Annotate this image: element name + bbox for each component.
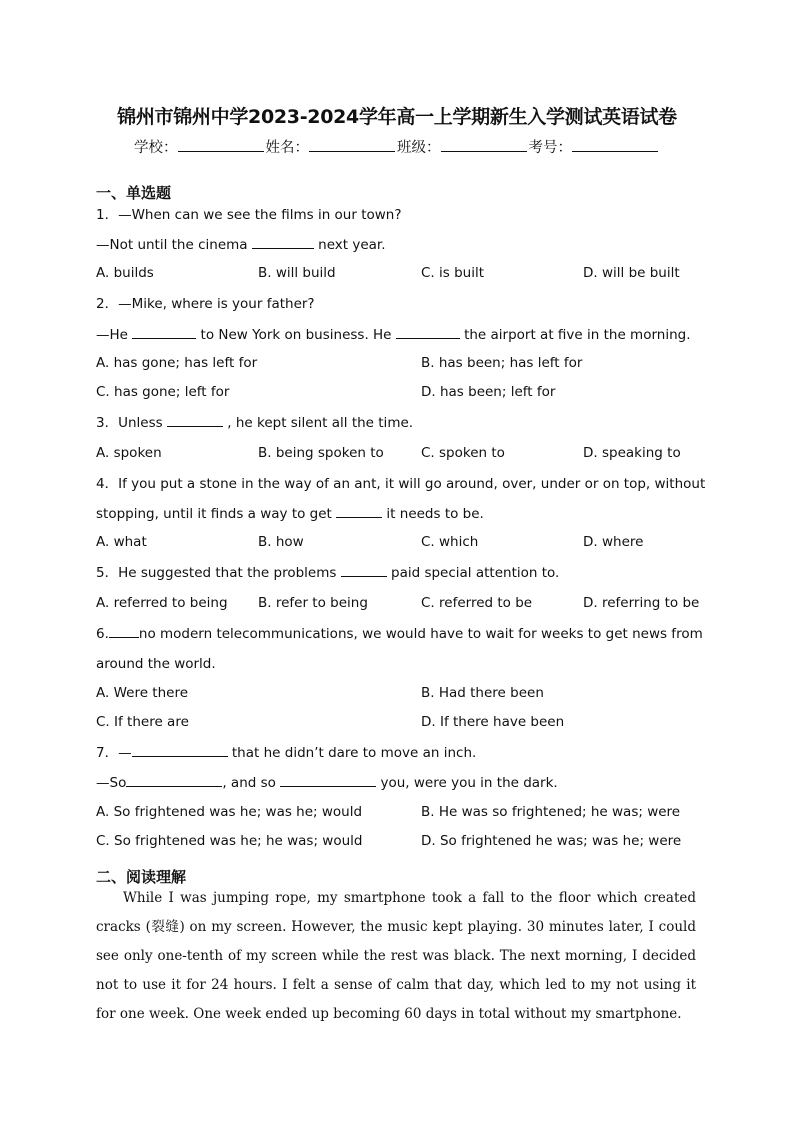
name-blank[interactable] (309, 139, 395, 152)
q4-option-a[interactable]: A. what (96, 534, 147, 550)
q4-option-b[interactable]: B. how (258, 534, 304, 550)
name-label: 姓名： (265, 140, 309, 156)
q6-option-c[interactable]: C. If there are (96, 714, 189, 730)
q3-blank[interactable] (167, 414, 223, 427)
exam-title: 锦州市锦州中学2023-2024学年高一上学期新生入学测试英语试卷 (117, 106, 677, 128)
q1-option-c[interactable]: C. is built (421, 265, 485, 281)
q6-stem (96, 625, 703, 643)
q2-blank-1[interactable] (132, 326, 196, 339)
q6-text-a: no modern telecommunications, we would have to wait for weeks to get news from (138, 626, 703, 642)
q7-option-a[interactable]: A. So frightened was he; was he; would (96, 804, 363, 820)
q1-option-d[interactable]: D. will be built (583, 265, 680, 281)
q7-stem (96, 744, 700, 762)
q5-option-c[interactable]: C. referred to be (421, 595, 533, 611)
q6-option-a[interactable]: A. Were there (96, 685, 189, 701)
q5-option-a[interactable]: A. referred to being (96, 595, 228, 611)
q4-stem-continued (96, 505, 700, 523)
q1-option-a[interactable]: A. builds (96, 265, 154, 281)
q2-blank-2[interactable] (396, 326, 460, 339)
q2-text-c: the airport at five in the morning. (459, 327, 691, 343)
q2-dialogue (96, 326, 700, 344)
q4-option-d[interactable]: D. where (583, 534, 644, 550)
q5-text-b: paid special attention to. (386, 565, 560, 581)
q7-text-c: —So (96, 775, 127, 791)
q7-text-b: that he didn’t dare to move an inch. (227, 745, 477, 761)
q2-option-b[interactable]: B. has been; has left for (421, 355, 583, 371)
q7-blank-1[interactable] (132, 744, 228, 757)
q4-option-c[interactable]: C. which (421, 534, 479, 550)
q7-text-a: 7．— (96, 745, 132, 761)
q6-blank[interactable] (109, 625, 139, 638)
q7-option-b[interactable]: B. He was so frightened; he was; were (421, 804, 681, 820)
student-info-line (0, 136, 794, 157)
q2-stem: 2．—Mike, where is your father? (96, 296, 315, 312)
number-blank[interactable] (572, 139, 658, 152)
q7-dialogue (96, 774, 700, 792)
q2-text-a: —He (96, 327, 133, 343)
q7-option-d[interactable]: D. So frightened he was; was he; were (421, 833, 682, 849)
q5-option-b[interactable]: B. refer to being (258, 595, 368, 611)
q3-option-c[interactable]: C. spoken to (421, 445, 505, 461)
q5-stem (96, 564, 700, 582)
q6-option-b[interactable]: B. Had there been (421, 685, 544, 701)
school-blank[interactable] (178, 139, 264, 152)
number-label: 考号： (528, 140, 572, 156)
q3-stem (96, 414, 700, 432)
q7-blank-3[interactable] (280, 774, 376, 787)
q5-blank[interactable] (341, 564, 387, 577)
q7-blank-2[interactable] (126, 774, 222, 787)
q7-text-e: you, were you in the dark. (376, 775, 558, 791)
q2-text-b: to New York on business. He (196, 327, 396, 343)
school-label: 学校： (134, 140, 178, 156)
q4-stem: 4．If you put a stone in the way of an ant, it will go around, over, under or on top, without (96, 476, 706, 492)
class-label: 班级： (397, 140, 441, 156)
q1-stem: 1．—When can we see the films in our town? (96, 207, 402, 223)
q3-text-a: 3．Unless (96, 415, 167, 431)
q1-text-a: —Not until the cinema (96, 237, 252, 253)
q6-option-d[interactable]: D. If there have been (421, 714, 565, 730)
q1-blank[interactable] (252, 236, 314, 249)
q7-option-c[interactable]: C. So frightened was he; he was; would (96, 833, 363, 849)
q5-option-d[interactable]: D. referring to be (583, 595, 700, 611)
q4-text-b: it needs to be. (382, 506, 484, 522)
q2-option-d[interactable]: D. has been; left for (421, 384, 556, 400)
class-blank[interactable] (441, 139, 527, 152)
q3-option-d[interactable]: D. speaking to (583, 445, 681, 461)
q7-text-d: , and so (222, 775, 281, 791)
q6-stem-continued: around the world. (96, 656, 216, 672)
q2-option-a[interactable]: A. has gone; has left for (96, 355, 258, 371)
q1-text-b: next year. (313, 237, 386, 253)
reading-passage: While I was jumping rope, my smartphone took a fall to the floor which created cracks (裂缝) on my screen. However, the music kept playing. 30 minutes later, I could see only one-tenth of my screen while the rest was black. The next morning, I decided not to use it for 24 hours. I felt a sense of calm that day, which led to my not using it for one week. One week ended up becoming 60 days in total without my smartphone. (96, 890, 696, 1022)
q3-text-b: , he kept silent all the time. (222, 415, 414, 431)
q1-option-b[interactable]: B. will build (258, 265, 336, 281)
q5-text-a: 5．He suggested that the problems (96, 565, 341, 581)
section-heading-single-choice: 一、单选题 (96, 184, 172, 202)
q4-text-a: stopping, until it finds a way to get (96, 506, 337, 522)
section-heading-reading: 二、阅读理解 (96, 868, 187, 886)
q6-number: 6. (96, 626, 109, 642)
q2-option-c[interactable]: C. has gone; left for (96, 384, 230, 400)
q3-option-a[interactable]: A. spoken (96, 445, 162, 461)
q1-dialogue (96, 236, 700, 254)
q3-option-b[interactable]: B. being spoken to (258, 445, 384, 461)
q4-blank[interactable] (336, 505, 382, 518)
